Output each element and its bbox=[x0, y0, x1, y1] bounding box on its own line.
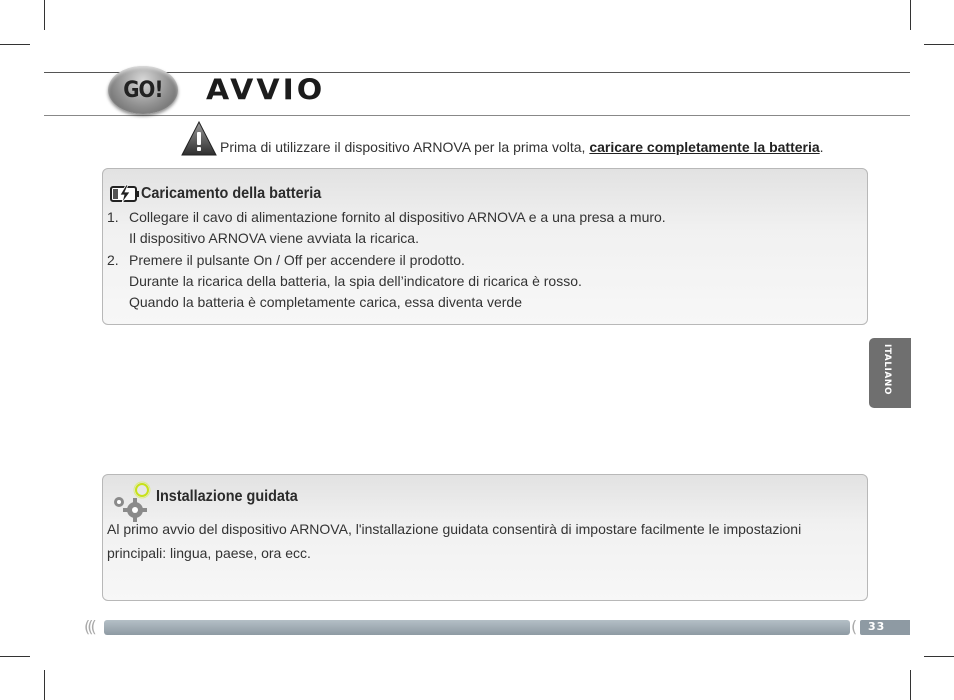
header-rule bbox=[44, 72, 910, 73]
crop-mark bbox=[910, 0, 911, 30]
page-number: 33 bbox=[868, 620, 886, 633]
language-tab-label: ITALIANO bbox=[882, 344, 892, 395]
crop-mark bbox=[0, 44, 30, 45]
charging-section-title: Caricamento della batteria bbox=[141, 185, 322, 202]
header-divider bbox=[44, 115, 910, 116]
warning-text bbox=[220, 139, 824, 155]
crop-mark bbox=[0, 656, 30, 657]
language-tab bbox=[869, 338, 911, 408]
setup-section bbox=[102, 474, 868, 601]
warning-text-after: . bbox=[819, 139, 824, 155]
crop-mark bbox=[924, 656, 954, 657]
page-title: AVVIO bbox=[206, 73, 326, 108]
charging-section bbox=[102, 168, 868, 325]
setup-section-title: Installazione guidata bbox=[156, 488, 298, 505]
page-number-box bbox=[860, 620, 910, 635]
go-badge bbox=[108, 66, 178, 114]
crop-mark bbox=[924, 44, 954, 45]
crop-mark bbox=[910, 670, 911, 700]
step-number: 1. bbox=[107, 209, 119, 225]
warning-text-before: Prima di utilizzare il dispositivo ARNOVA per la prima volta, bbox=[220, 139, 590, 155]
footer-bar bbox=[104, 620, 850, 635]
crop-mark bbox=[44, 0, 45, 30]
footer-bracket-icon: ((( bbox=[84, 617, 94, 636]
battery-charging-icon bbox=[109, 184, 141, 204]
go-badge-label: GO! bbox=[123, 77, 163, 103]
step-line: Collegare il cavo di alimentazione fornito al dispositivo ARNOVA e a una presa a muro. bbox=[129, 209, 666, 225]
step-line: Quando la batteria è completamente carica, essa diventa verde bbox=[129, 294, 523, 310]
step-line: Il dispositivo ARNOVA viene avviata la ricarica. bbox=[129, 230, 419, 246]
step-line: Durante la ricarica della batteria, la spia dell’indicatore di ricarica è rosso. bbox=[129, 273, 582, 289]
setup-section-text: Al primo avvio del dispositivo ARNOVA, l'installazione guidata consentirà di impostare facilmente le impostazioni principali: lingua, paese, ora ecc. bbox=[107, 521, 802, 561]
step-line: Premere il pulsante On / Off per accendere il prodotto. bbox=[129, 252, 465, 268]
step-number: 2. bbox=[107, 252, 119, 268]
page-bracket-icon: ( bbox=[851, 617, 858, 636]
warning-emphasis: caricare completamente la batteria bbox=[589, 139, 820, 155]
warning-icon bbox=[180, 120, 218, 156]
crop-mark bbox=[44, 670, 45, 700]
